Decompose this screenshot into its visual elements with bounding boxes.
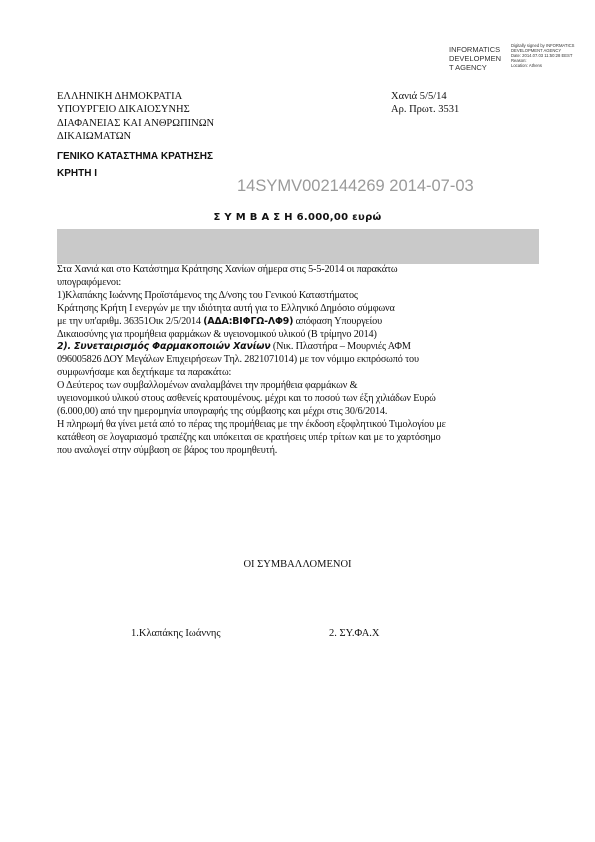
signature-stamp-organization <box>449 45 507 72</box>
signature-stamp-details <box>511 44 586 69</box>
body-line: Ο Δεύτερος των συμβαλλομένων αναλαμβάνει την προμήθεια φαρμάκων & <box>57 380 358 392</box>
body-line: υπογραφόμενοι: <box>57 276 122 288</box>
authority-line: ΕΛΛΗΝΙΚΗ ΔΗΜΟΚΡΑΤΙΑ <box>57 91 183 102</box>
signatory-2: 2. ΣΥ.ΦΑ.Χ <box>329 628 380 639</box>
issuing-authority <box>57 90 214 144</box>
supplier-name: 2). Συνεταιρισμός Φαρμακοποιών Χανίων <box>57 341 271 353</box>
ada-code: (ΑΔΑ:ΒΙΦΓΩ-ΛΦ9) <box>203 315 294 327</box>
body-line: συμφωνήσαμε και δεχτήκαμε τα παρακάτω: <box>57 367 232 379</box>
signatory-1: 1.Κλαπάκης Ιωάννης <box>131 628 221 639</box>
stamp-detail-line: Location: Athens <box>511 62 542 68</box>
parties-heading: ΟΙ ΣΥΜΒΑΛΛΟΜΕΝΟΙ <box>243 559 352 570</box>
stamp-org-line: INFORMATICS <box>449 45 501 54</box>
body-line <box>57 316 542 329</box>
stamp-detail-line: Digitally signed by INFORMATICS <box>511 43 575 48</box>
office-line: ΓΕΝΙΚΟ ΚΑΤΑΣΤΗΜΑ ΚΡΑΤΗΣΗΣ <box>57 151 213 162</box>
stamp-detail-line: Reason: <box>511 57 527 63</box>
redacted-band <box>57 229 539 264</box>
contract-title: Σ Υ Μ Β Α Σ Η 6.000,00 ευρώ <box>213 212 382 223</box>
place-date-protocol <box>391 90 459 117</box>
place-date: Χανιά 5/5/14 <box>391 91 447 102</box>
body-line: που αναλογεί στην σύμβαση σε βάρος του προμηθευτή. <box>57 444 278 456</box>
stamp-detail-line: DEVELOPMENT AGENCY <box>511 47 562 53</box>
stamp-detail-line: Date: 2014.07.03 11:50:28 EEST <box>511 52 573 58</box>
body-text: με την υπ'αριθμ. 36351Οικ 2/5/2014 <box>57 315 204 327</box>
stamp-org-line: T AGENCY <box>449 63 487 72</box>
protocol-number: Αρ. Πρωτ. 3531 <box>391 104 460 116</box>
body-text: απόφαση Υπουργείου <box>293 315 382 327</box>
body-line: (6.000,00) από την ημερομηνία υπογραφής της σύμβασης και μέχρι στις 30/6/2014. <box>57 405 388 417</box>
body-line: Δικαιοσύνης για προμήθεια φαρμάκων & υγειονομικού υλικού (Β τρίμηνο 2014) <box>57 328 377 340</box>
body-line: Η πληρωμή θα γίνει μετά από το πέρας της προμήθειας με την έκδοση εξοφλητικού Τιμολογίου με <box>57 418 446 430</box>
body-line: 096005826 ΔΟΥ Μεγάλων Επιχειρήσεων Τηλ. 2821071014) με τον νόμιμο εκπρόσωπό του <box>57 354 419 366</box>
body-line: κατάθεση σε λογαριασμό τραπέζης και υπόκειται σε κρατήσεις υπέρ τρίτων και με το χαρτόσημο <box>57 431 441 443</box>
body-text: (Νικ. Πλαστήρα – Μουρνιές ΑΦΜ <box>270 341 411 353</box>
office-name <box>57 148 213 182</box>
contract-body <box>57 264 542 458</box>
office-line: ΚΡΗΤΗ Ι <box>57 168 97 179</box>
body-line: Κράτησης Κρήτη Ι ενεργών με την ιδιότητα αυτή για το Ελληνικό Δημόσιο σύμφωνα <box>57 302 395 314</box>
body-line: 1)Κλαπάκης Ιωάννης Προϊστάμενος της Δ/νσης του Γενικού Καταστήματος <box>57 289 358 301</box>
authority-line: ΔΙΚΑΙΩΜΑΤΩΝ <box>57 131 132 143</box>
stamp-org-line: DEVELOPMEN <box>449 54 502 63</box>
body-line <box>57 341 542 354</box>
authority-line: ΔΙΑΦΑΝΕΙΑΣ ΚΑΙ ΑΝΘΡΩΠΙΝΩΝ <box>57 117 215 129</box>
body-line: υγειονομικού υλικού στους ασθενείς κρατουμένους. μέχρι και το ποσού των έξη χιλιάδων Ευρώ <box>57 393 436 405</box>
diavgeia-code: 14SYMV002144269 2014-07-03 <box>237 177 474 195</box>
body-line: Στα Χανιά και στο Κατάστημα Κράτησης Χανίων σήμερα στις 5-5-2014 οι παρακάτω <box>57 264 398 275</box>
authority-line: ΥΠΟΥΡΓΕΙΟ ΔΙΚΑΙΟΣΥΝΗΣ <box>57 104 190 116</box>
